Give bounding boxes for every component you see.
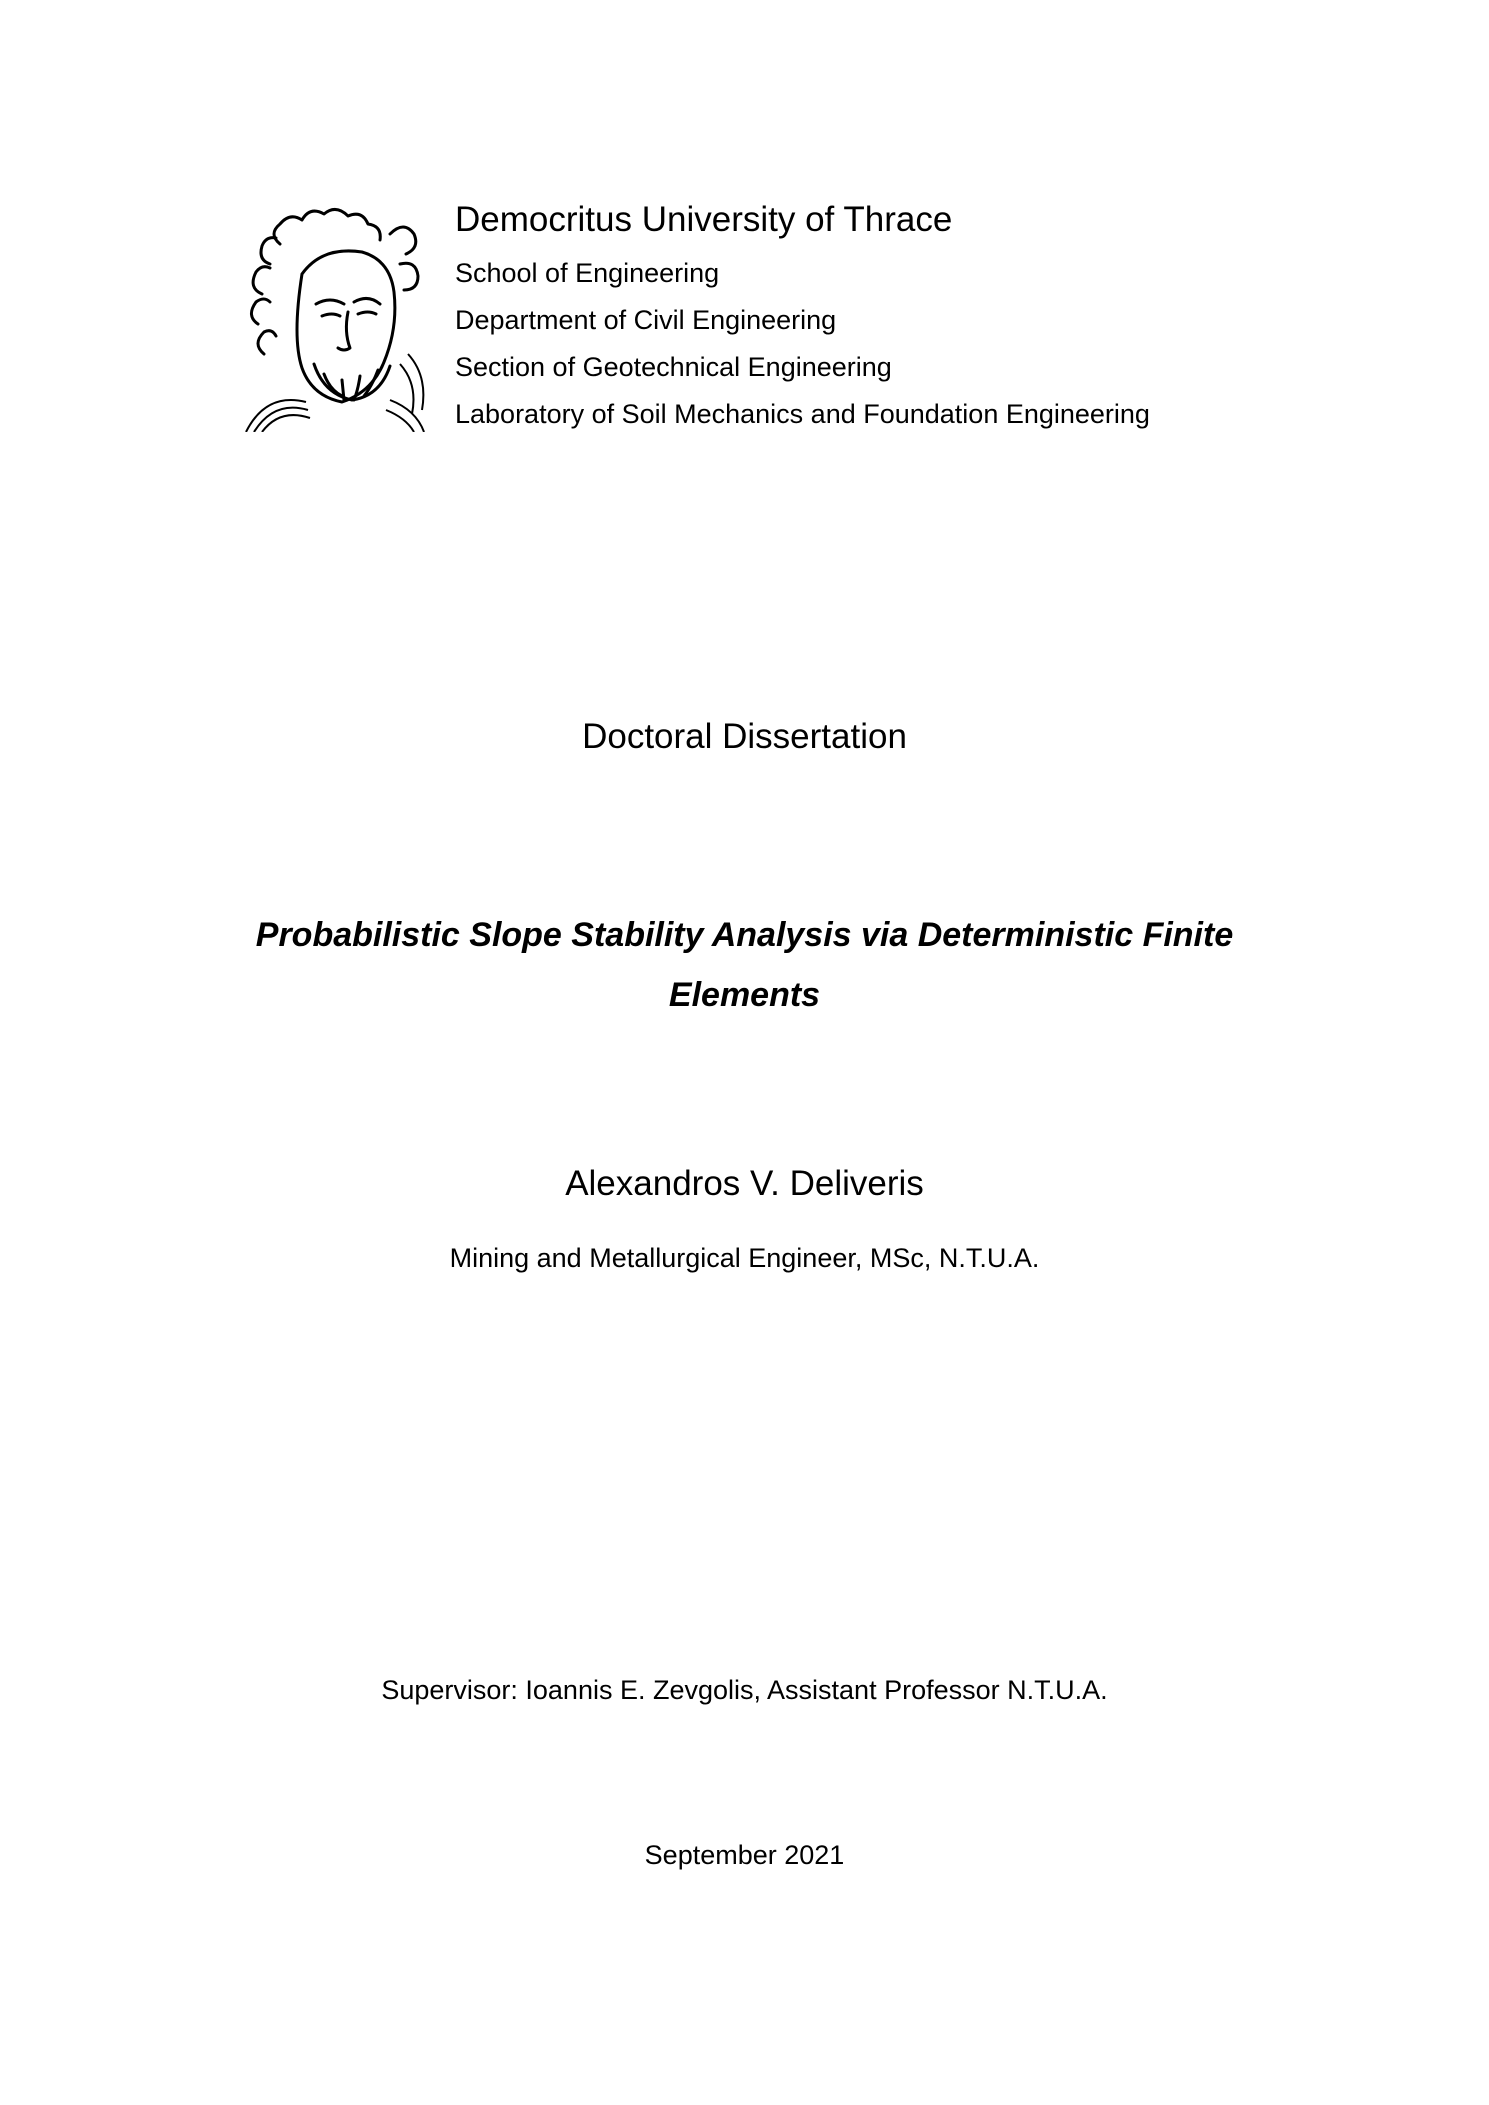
supervisor-line: Supervisor: Ioannis E. Zevgolis, Assistant Professor N.T.U.A. xyxy=(381,1675,1108,1705)
section-name: Section of Geotechnical Engineering xyxy=(455,352,892,382)
school-name: School of Engineering xyxy=(455,258,720,288)
document-type: Doctoral Dissertation xyxy=(582,717,907,756)
democritus-logo-icon xyxy=(240,204,430,432)
laboratory-name: Laboratory of Soil Mechanics and Foundation Engineering xyxy=(455,399,1150,429)
title-line-2: Elements xyxy=(668,976,821,1014)
author-credentials: Mining and Metallurgical Engineer, MSc, N.T.U.A. xyxy=(449,1243,1040,1273)
date: September 2021 xyxy=(644,1840,845,1870)
department-name: Department of Civil Engineering xyxy=(455,305,837,335)
title-line-1: Probabilistic Slope Stability Analysis via Deterministic Finite xyxy=(255,916,1234,954)
dissertation-title xyxy=(0,905,1489,1025)
institution-name: Democritus University of Thrace xyxy=(455,200,953,239)
author-name: Alexandros V. Deliveris xyxy=(565,1164,924,1203)
institution-block xyxy=(455,200,1150,438)
